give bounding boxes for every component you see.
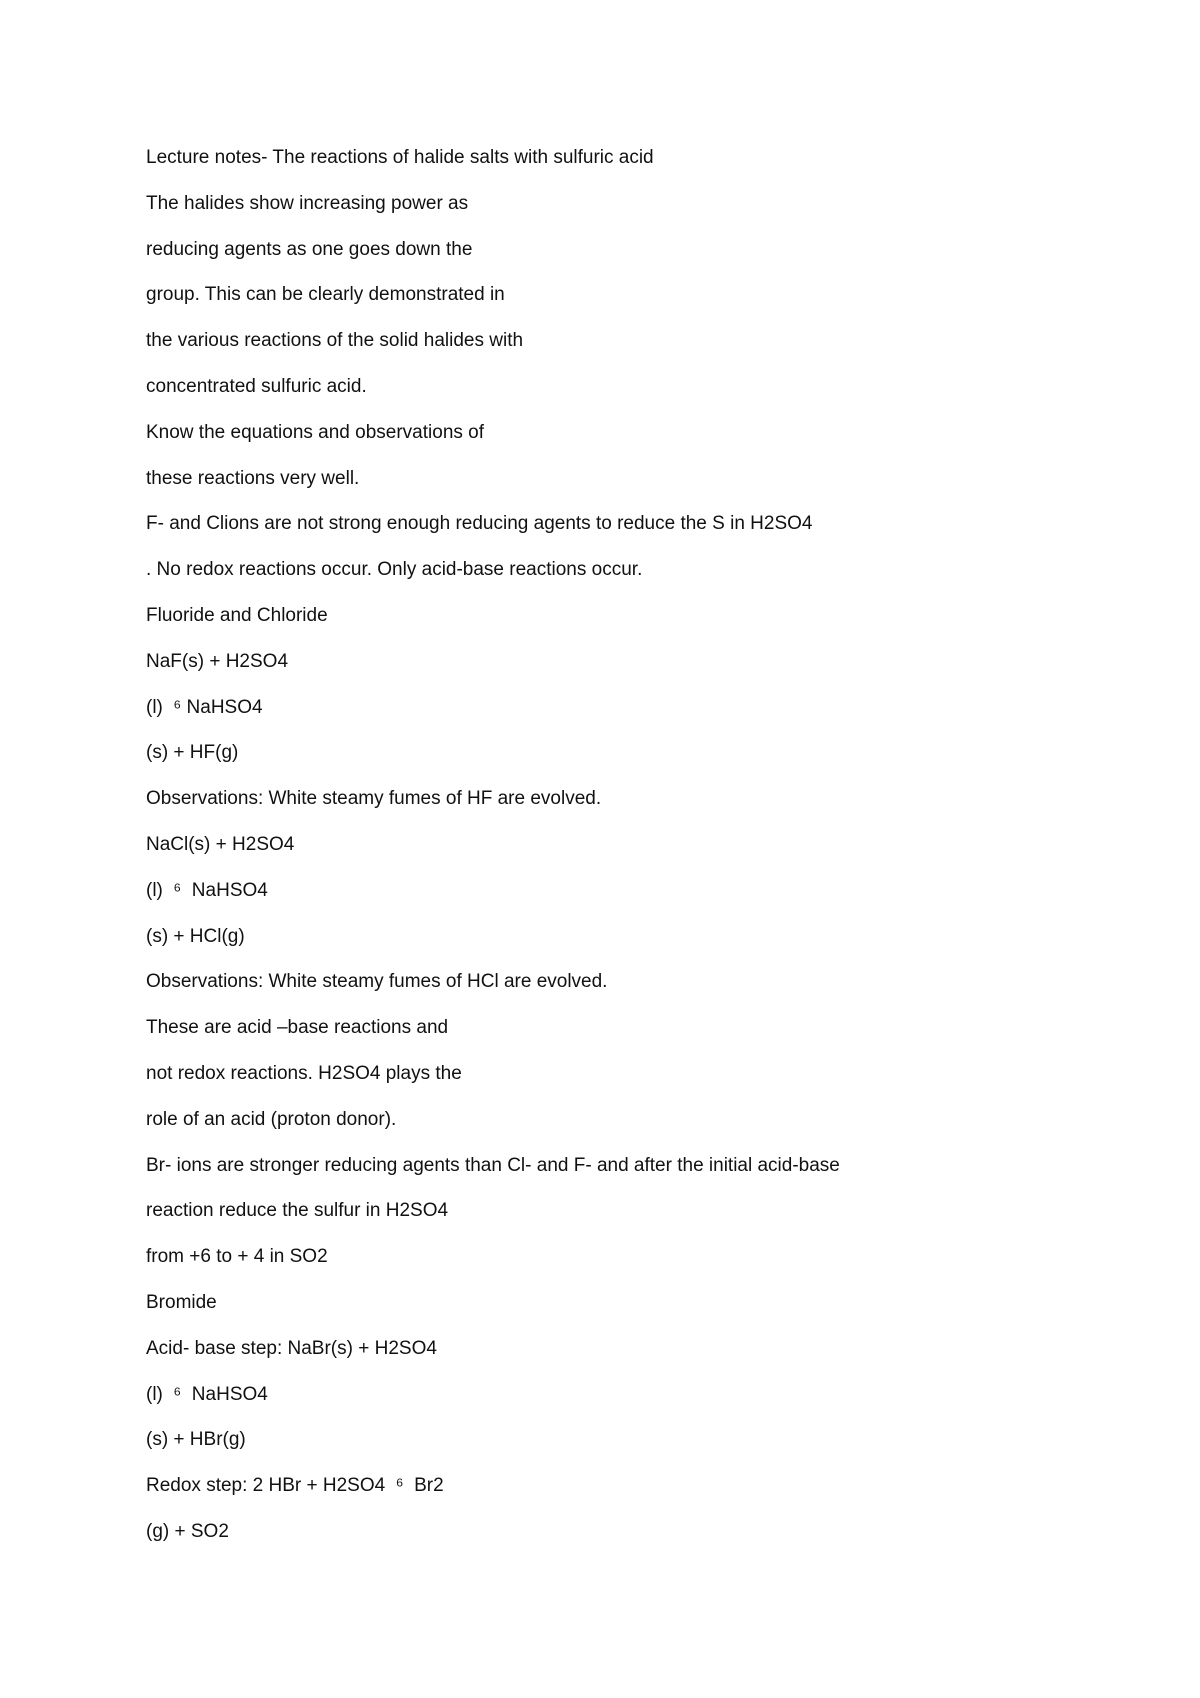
text-line: (l) ⁶ NaHSO4 bbox=[146, 879, 268, 901]
text-line: (s) + HBr(g) bbox=[146, 1429, 246, 1451]
text-line: F- and Clions are not strong enough reducing agents to reduce the S in H2SO4 bbox=[146, 513, 813, 535]
text-line: the various reactions of the solid halides with bbox=[146, 330, 524, 352]
document-body bbox=[146, 147, 840, 1567]
text-line: reaction reduce the sulfur in H2SO4 bbox=[146, 1200, 449, 1222]
text-line: . No redox reactions occur. Only acid-base reactions occur. bbox=[146, 559, 643, 581]
text-line: (s) + HCl(g) bbox=[146, 925, 245, 947]
text-line: not redox reactions. H2SO4 plays the bbox=[146, 1062, 462, 1084]
text-line: Bromide bbox=[146, 1291, 217, 1313]
text-line: reducing agents as one goes down the bbox=[146, 238, 473, 260]
text-line: Know the equations and observations of bbox=[146, 421, 485, 443]
text-line: (g) + SO2 bbox=[146, 1520, 229, 1542]
text-line: The halides show increasing power as bbox=[146, 192, 469, 214]
text-line: These are acid –base reactions and bbox=[146, 1017, 449, 1039]
text-line: Br- ions are stronger reducing agents than Cl- and F- and after the initial acid-base bbox=[146, 1154, 840, 1176]
text-line: Acid- base step: NaBr(s) + H2SO4 bbox=[146, 1337, 437, 1359]
text-line: NaCl(s) + H2SO4 bbox=[146, 833, 295, 855]
text-line: (l) ⁶ NaHSO4 bbox=[146, 696, 263, 718]
text-line: group. This can be clearly demonstrated in bbox=[146, 284, 505, 306]
text-line: Redox step: 2 HBr + H2SO4 ⁶ Br2 bbox=[146, 1475, 444, 1497]
text-line: NaF(s) + H2SO4 bbox=[146, 650, 289, 672]
text-line: Fluoride and Chloride bbox=[146, 604, 328, 626]
text-line: Observations: White steamy fumes of HCl are evolved. bbox=[146, 971, 608, 993]
text-line: role of an acid (proton donor). bbox=[146, 1108, 397, 1130]
text-line: (s) + HF(g) bbox=[146, 742, 239, 764]
text-line: (l) ⁶ NaHSO4 bbox=[146, 1383, 268, 1405]
text-line: Lecture notes- The reactions of halide salts with sulfuric acid bbox=[146, 147, 654, 168]
text-line: concentrated sulfuric acid. bbox=[146, 375, 367, 397]
text-line: from +6 to + 4 in SO2 bbox=[146, 1246, 328, 1268]
text-line: these reactions very well. bbox=[146, 467, 360, 489]
text-line: Observations: White steamy fumes of HF are evolved. bbox=[146, 788, 602, 810]
